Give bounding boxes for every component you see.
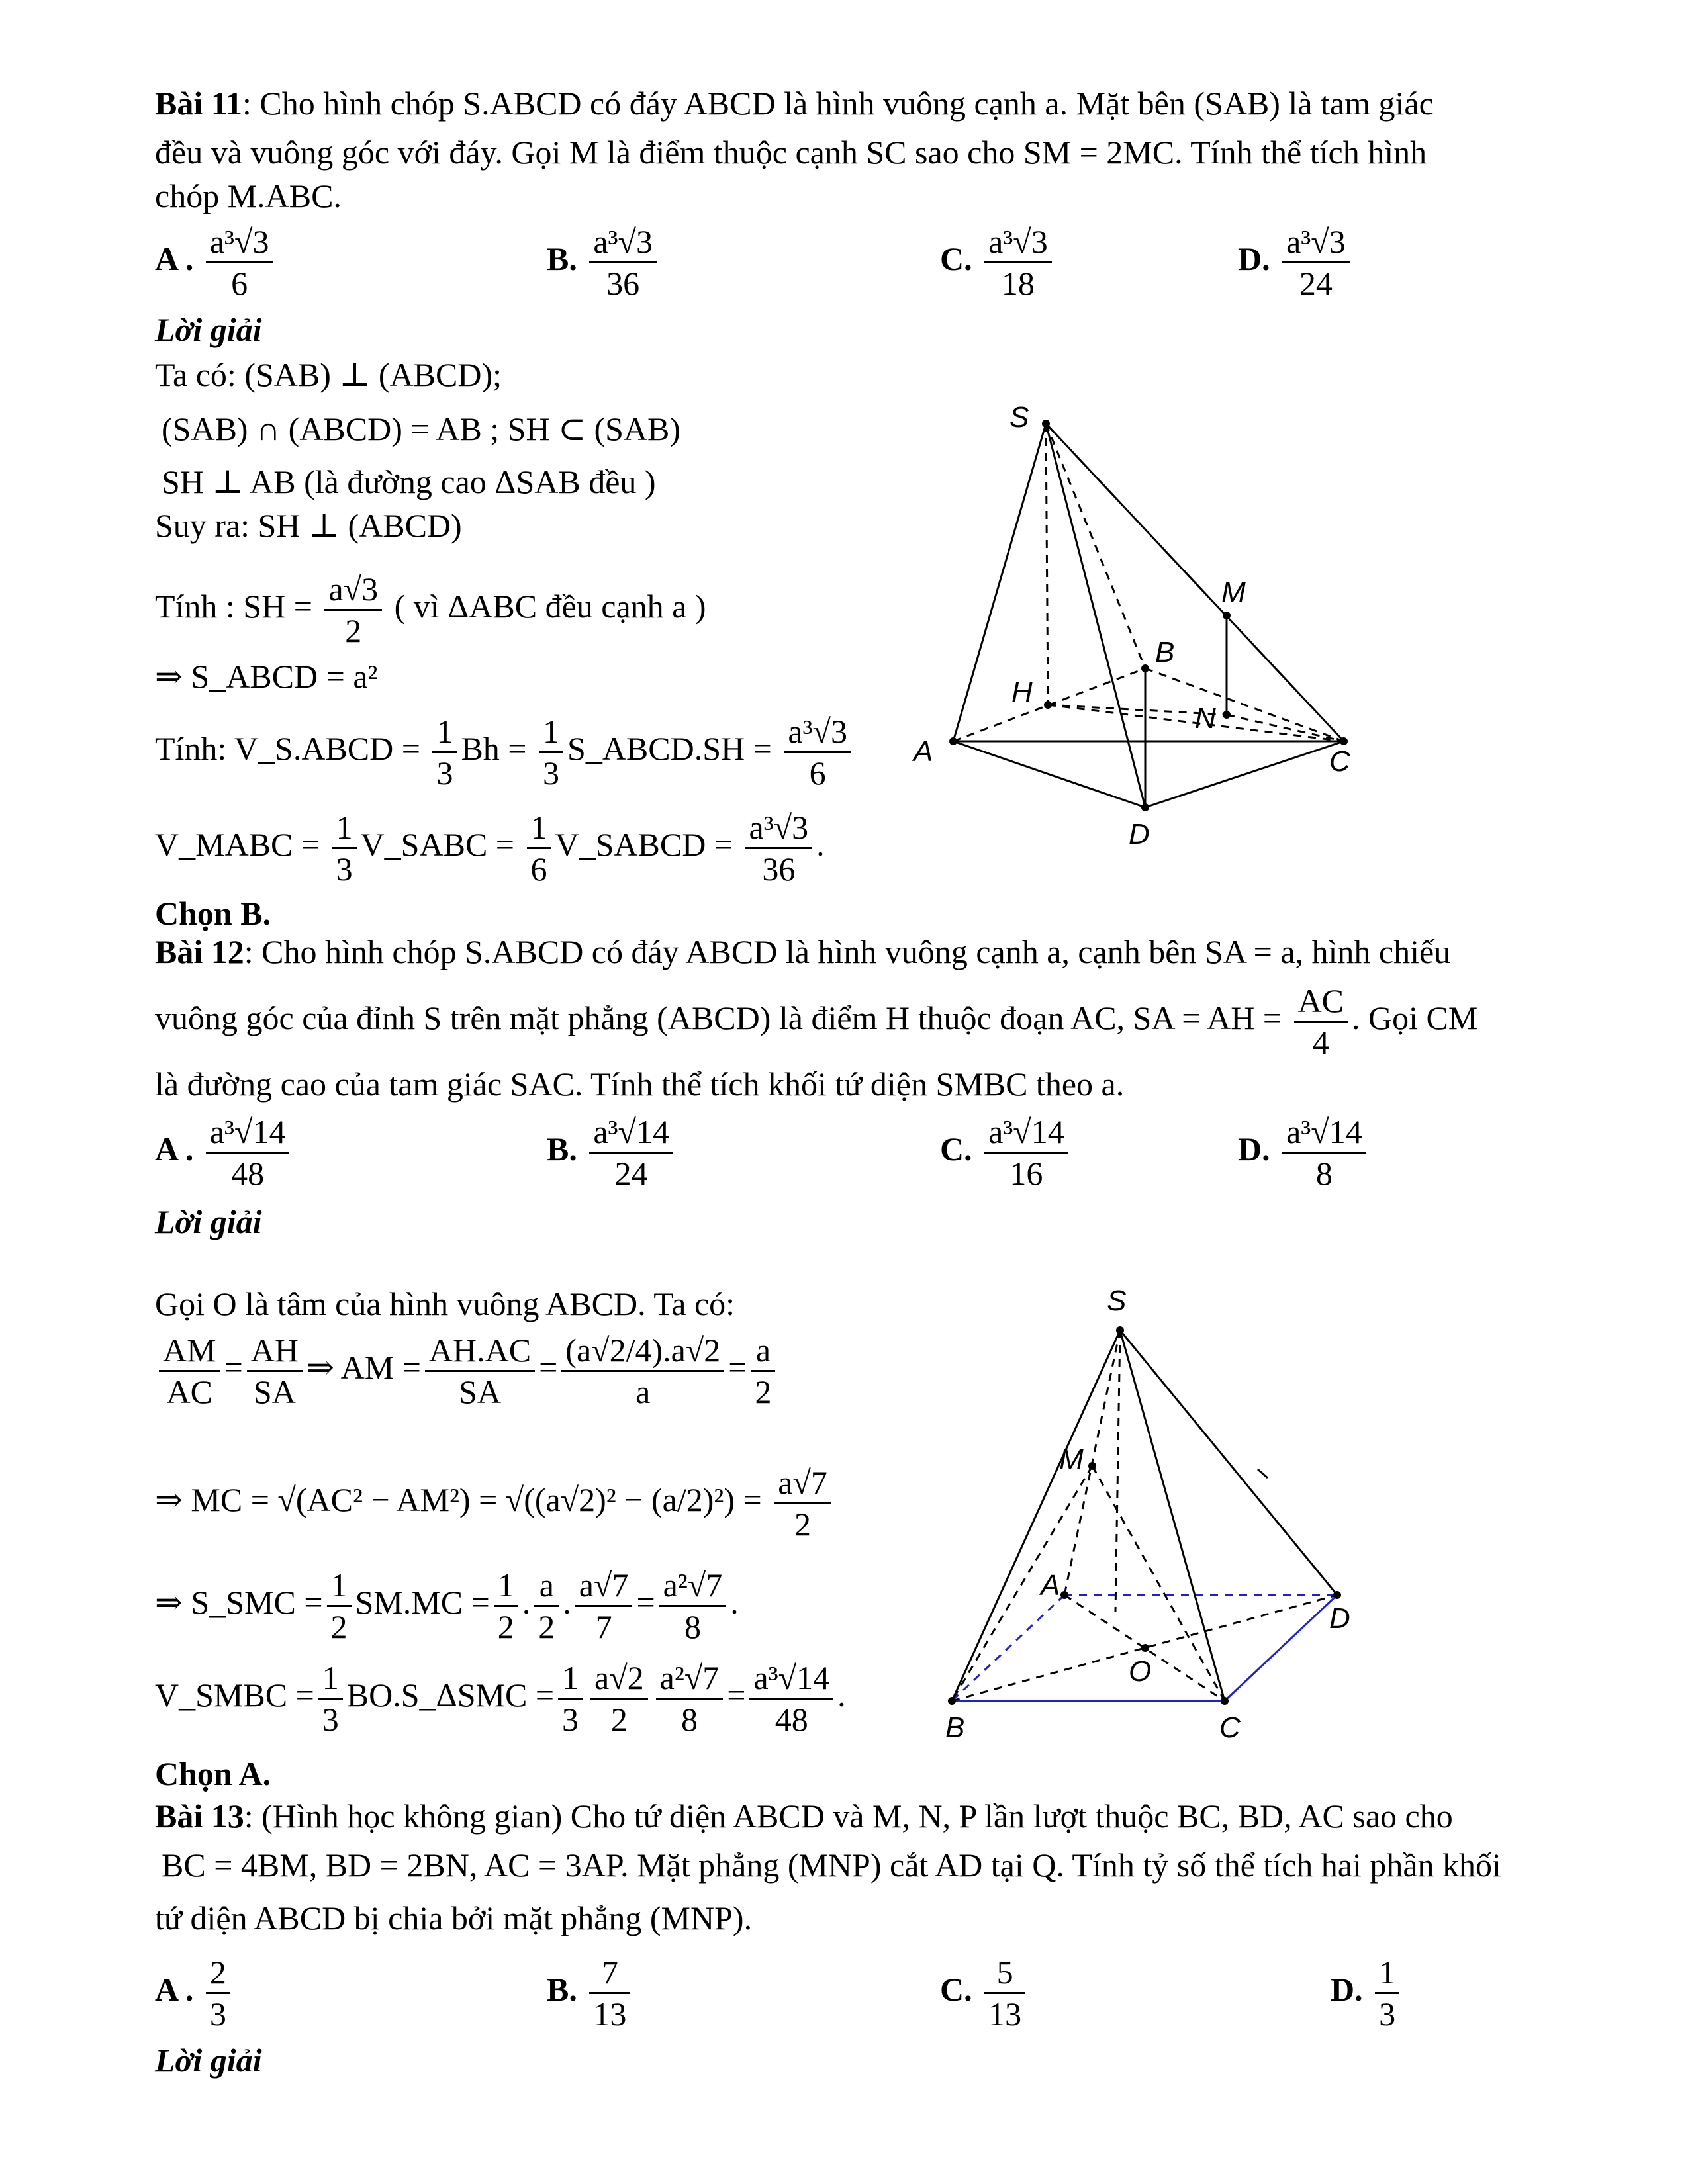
point-N (1223, 711, 1231, 719)
b11-text1: : Cho hình chóp S.ABCD có đáy ABCD là hình vuông cạnh a. Mặt bên (SAB) là tam giác (242, 85, 1434, 122)
choice-letter: C. (940, 1970, 972, 2008)
b11-solution-label: Lời giải (155, 311, 262, 348)
label-S: S (1009, 404, 1029, 433)
fraction-num: 1 (318, 1658, 343, 1700)
text-fragment: . Gọi CM (1352, 999, 1478, 1036)
fraction-den: 24 (614, 1155, 648, 1192)
b12-pyramid-figure (920, 1284, 1383, 1747)
fraction-num: AH (247, 1330, 303, 1372)
fraction-num: a√3 (324, 569, 382, 611)
b12-sol-4 (155, 1565, 739, 1647)
b11-sol-2: (SAB) ∩ (ABCD) = AB ; SH ⊂ (SAB) (162, 410, 681, 447)
fraction (656, 1658, 724, 1739)
label-B: B (1155, 636, 1175, 668)
fraction-den: 2 (538, 1608, 555, 1645)
fraction-den: 3 (562, 1701, 579, 1738)
fraction-num: a³√14 (206, 1112, 290, 1154)
b12-sol-3 (155, 1463, 835, 1544)
b13-heading: Bài 13 (155, 1797, 244, 1835)
fraction (558, 1658, 583, 1739)
fraction-den: 8 (684, 1608, 701, 1645)
fraction (534, 1565, 559, 1647)
edge-DC (1145, 741, 1344, 807)
label-C: C (1329, 745, 1350, 778)
point-O (1141, 1644, 1149, 1652)
fraction-den: 4 (1312, 1024, 1329, 1061)
choice-letter: A . (155, 1970, 194, 2008)
fraction-num: a³√3 (984, 222, 1052, 263)
fraction (432, 711, 457, 793)
fraction-num: 2 (206, 1952, 230, 1994)
point-C (1340, 737, 1348, 745)
fraction (575, 1565, 633, 1647)
b13-choice-b (547, 1952, 634, 2034)
choice-letter: D. (1331, 1970, 1363, 2008)
fraction (324, 569, 382, 651)
edge-AD (953, 741, 1145, 807)
label-D: D (1329, 1602, 1350, 1635)
b12-sol-5 (155, 1658, 846, 1739)
point-M (1223, 612, 1231, 619)
choice-fraction (206, 222, 273, 303)
fraction (751, 1330, 775, 1412)
fraction (561, 1330, 724, 1412)
choice-fraction (589, 1952, 630, 2034)
fraction-num: a³√14 (749, 1658, 833, 1700)
fraction-den: 3 (1379, 1995, 1396, 2032)
fraction-num: (a√2/4).a√2 (561, 1330, 724, 1372)
choice-letter: C. (940, 1130, 972, 1167)
fraction-num: AC (1294, 981, 1348, 1023)
fraction (749, 1658, 833, 1739)
fraction-den: 2 (755, 1373, 772, 1410)
choice-letter: D. (1238, 1130, 1270, 1167)
fraction-den: 16 (1009, 1155, 1043, 1192)
fraction (784, 711, 851, 793)
fraction-den: 6 (530, 850, 547, 887)
fraction-num: a (534, 1565, 559, 1607)
fraction (527, 807, 551, 889)
fraction (327, 1565, 352, 1647)
b12-sol-1: Gọi O là tâm của hình vuông ABCD. Ta có: (155, 1285, 735, 1322)
text-fragment: . (563, 1583, 571, 1621)
fraction-num: a (751, 1330, 775, 1372)
b13-line2: BC = 4BM, BD = 2BN, AC = 3AP. Mặt phẳng (MNP) cắt AD tại Q. Tính tỷ số thể tích hai phần khối (162, 1846, 1501, 1884)
fraction-num: a³√3 (1282, 222, 1350, 263)
fraction-num: a³√3 (589, 222, 657, 263)
b12-line3: là đường cao của tam giác SAC. Tính thể tích khối tứ diện SMBC theo a. (155, 1066, 1125, 1103)
edge-SB (1046, 424, 1145, 668)
fraction-den: 3 (543, 754, 560, 792)
fraction-num: a√2 (590, 1658, 648, 1700)
choice-letter: D. (1238, 240, 1270, 277)
b11-line2: đều và vuông góc với đáy. Gọi M là điểm thuộc cạnh SC sao cho SM = 2MC. Tính thể tích hình (155, 134, 1427, 171)
text-fragment: ( vì ΔABC đều cạnh a ) (394, 587, 706, 625)
fraction-num: a²√7 (656, 1658, 724, 1700)
choice-letter: A . (155, 1130, 194, 1167)
b11-sol-6: ⇒ S_ABCD = a² (155, 658, 378, 695)
b11-sol-8 (155, 807, 825, 889)
text-fragment: ⇒ S_SMC = (155, 1583, 323, 1621)
edge-SH (1046, 424, 1048, 705)
b11-line3: chóp M.ABC. (155, 177, 342, 214)
fraction-den: a (635, 1373, 651, 1410)
text-fragment: . (730, 1583, 739, 1621)
fraction-num: 1 (494, 1565, 518, 1607)
point-M (1088, 1462, 1096, 1470)
label-H: H (1011, 676, 1033, 708)
fraction-num: a³√14 (589, 1112, 673, 1154)
label-A: A (1041, 1569, 1060, 1602)
edge-SH (1115, 1330, 1120, 1612)
fraction (745, 807, 813, 889)
fraction-den: 48 (231, 1155, 265, 1192)
b11-sol-5 (155, 569, 706, 651)
fraction-num: a√7 (774, 1463, 831, 1504)
point-B (1141, 664, 1149, 672)
fraction (539, 711, 563, 793)
label-M: M (1221, 576, 1246, 609)
edge-SD (1046, 424, 1145, 807)
fraction-num: a³√3 (206, 222, 273, 263)
fraction (159, 1330, 220, 1412)
text-fragment: = (224, 1348, 243, 1386)
fraction (318, 1658, 343, 1739)
b11-choice-a (155, 222, 277, 303)
point-S (1042, 420, 1050, 428)
text-fragment: Tính: V_S.ABCD = (155, 729, 420, 767)
b11-choice-c (940, 222, 1056, 303)
text-fragment: V_MABC = (155, 825, 320, 863)
choice-fraction (589, 222, 657, 303)
fraction-den: 7 (595, 1608, 612, 1645)
b12-solution-label: Lời giải (155, 1203, 262, 1240)
text-fragment: V_SMBC = (155, 1676, 314, 1713)
text-fragment: SM.MC = (355, 1583, 490, 1621)
fraction-num: a√7 (575, 1565, 633, 1607)
text-fragment: = (636, 1583, 655, 1621)
b12-choice-a (155, 1112, 293, 1193)
fraction-num: 1 (539, 711, 563, 753)
point-C (1221, 1697, 1229, 1705)
point-D (1141, 803, 1149, 811)
fraction-num: a³√14 (1282, 1112, 1366, 1154)
fraction-num: AM (159, 1330, 220, 1372)
text-fragment: = (539, 1348, 558, 1386)
b12-choice-c (940, 1112, 1072, 1193)
fraction-den: SA (459, 1373, 501, 1410)
fraction-num: 1 (432, 711, 457, 753)
edge-BC (1145, 668, 1344, 741)
fraction-den: 3 (336, 850, 353, 887)
b13-line1 (155, 1797, 1453, 1836)
fraction-num: 7 (589, 1952, 630, 1994)
label-D: D (1129, 818, 1150, 850)
fraction-num: 1 (332, 807, 357, 849)
fraction-num: a³√3 (745, 807, 813, 849)
b12-heading: Bài 12 (155, 933, 244, 970)
fraction-num: a²√7 (659, 1565, 727, 1607)
fraction-den: 24 (1299, 265, 1333, 302)
b12-line2 (155, 981, 1477, 1062)
choice-fraction (206, 1952, 230, 2034)
b11-pyramid-figure (900, 404, 1390, 860)
b11-choice-b (547, 222, 661, 303)
fraction (1294, 981, 1348, 1062)
fraction-den: 13 (988, 1995, 1022, 2032)
edge-MB (952, 1466, 1092, 1701)
fraction-num: a³√14 (984, 1112, 1068, 1154)
b12-choice-b (547, 1112, 677, 1193)
fraction-den: 36 (762, 850, 796, 887)
text-fragment: vuông góc của đỉnh S trên mặt phẳng (ABCD) là điểm H thuộc đoạn AC, SA = AH = (155, 999, 1282, 1036)
b13-choice-d (1331, 1952, 1403, 2034)
edge-MC (1092, 1466, 1225, 1701)
label-S: S (1107, 1285, 1127, 1317)
text-fragment: S_ABCD.SH = (567, 729, 772, 767)
point-B (948, 1697, 956, 1705)
fraction-den: 2 (497, 1608, 514, 1645)
fraction-den: 2 (330, 1608, 348, 1645)
b11-sol-1: Ta có: (SAB) ⊥ (ABCD); (155, 356, 502, 393)
b13-line3: tứ diện ABCD bị chia bởi mặt phẳng (MNP). (155, 1899, 753, 1936)
choice-fraction (984, 1952, 1025, 2034)
label-B: B (945, 1711, 965, 1744)
b12-sol-2 (155, 1330, 779, 1412)
fraction-num: 1 (327, 1565, 352, 1607)
choice-letter: B. (547, 1130, 577, 1167)
label-M: M (1059, 1443, 1084, 1476)
point-A (949, 737, 957, 745)
text-fragment: Bh = (461, 729, 527, 767)
b11-heading: Bài 11 (155, 85, 242, 122)
fraction-den: AC (166, 1373, 213, 1410)
choice-letter: B. (547, 240, 577, 277)
fraction-den: 6 (231, 265, 248, 302)
fraction-den: 2 (345, 612, 362, 649)
fraction (659, 1565, 727, 1647)
text-fragment: ⇒ AM = (306, 1348, 421, 1386)
label-A: A (914, 735, 933, 768)
fraction-den: 3 (322, 1701, 339, 1738)
fraction (774, 1463, 831, 1544)
fraction-den: 8 (680, 1701, 698, 1738)
b12-line1 (155, 933, 1450, 972)
edge-SD (1120, 1330, 1337, 1595)
b11-sol-7 (155, 711, 855, 793)
edge-SB (952, 1330, 1120, 1701)
choice-fraction (1375, 1952, 1399, 2034)
edge-SC (1046, 424, 1344, 741)
fraction-num: AH.AC (425, 1330, 535, 1372)
label-O: O (1129, 1655, 1152, 1688)
point-D (1333, 1591, 1341, 1599)
label-C: C (1219, 1711, 1241, 1744)
b11-choose: Chọn B. (155, 895, 271, 932)
text-fragment: V_SABC = (360, 825, 514, 863)
text-fragment: . (816, 825, 825, 863)
fraction-den: 2 (794, 1506, 812, 1543)
fraction-num: 1 (1375, 1952, 1399, 1994)
fraction (247, 1330, 303, 1412)
b12-text1: : Cho hình chóp S.ABCD có đáy ABCD là hình vuông cạnh a, cạnh bên SA = a, hình chiếu (244, 933, 1451, 970)
b12-choose: Chọn A. (155, 1755, 271, 1792)
fraction-num: 5 (984, 1952, 1025, 1994)
b11-line1 (155, 85, 1434, 123)
fraction-num: 1 (558, 1658, 583, 1700)
label-N: N (1195, 702, 1216, 735)
choice-fraction (1282, 222, 1350, 303)
choice-letter: B. (547, 1970, 577, 2008)
fraction (590, 1658, 648, 1739)
fraction-den: 48 (774, 1701, 808, 1738)
b11-choice-d (1238, 222, 1354, 303)
b13-choice-a (155, 1952, 234, 2034)
choice-letter: C. (940, 240, 972, 277)
fraction (494, 1565, 518, 1647)
fraction-den: 3 (209, 1995, 226, 2032)
text-fragment: . (522, 1583, 531, 1621)
b13-text1: : (Hình học không gian) Cho tứ diện ABCD và M, N, P lần lượt thuộc BC, BD, AC sao cho (244, 1797, 1453, 1835)
choice-fraction (206, 1112, 290, 1193)
choice-letter: A . (155, 240, 194, 277)
fraction-den: 13 (593, 1995, 627, 2032)
fraction-den: 6 (809, 754, 826, 792)
fraction-num: a³√3 (784, 711, 851, 753)
point-H (1044, 701, 1052, 709)
fraction-den: SA (253, 1373, 296, 1410)
choice-fraction (984, 222, 1052, 303)
edge-SC (1120, 1330, 1225, 1701)
b12-choice-d (1238, 1112, 1370, 1193)
tick-mark (1258, 1469, 1268, 1478)
fraction-den: 2 (610, 1701, 628, 1738)
point-A (1060, 1591, 1068, 1599)
fraction-den: 36 (606, 265, 640, 302)
b13-choice-c (940, 1952, 1029, 2034)
choice-fraction (589, 1112, 673, 1193)
b11-sol-3: SH ⊥ AB (là đường cao ΔSAB đều ) (162, 463, 656, 500)
choice-fraction (1282, 1112, 1366, 1193)
fraction (332, 807, 357, 889)
fraction (425, 1330, 535, 1412)
fraction-den: 3 (436, 754, 453, 792)
fraction-num: 1 (527, 807, 551, 849)
text-fragment: V_SABCD = (555, 825, 733, 863)
text-fragment: ⇒ MC = √(AC² − AM²) = √((a√2)² − (a/2)²) = (155, 1480, 762, 1518)
b13-solution-label: Lời giải (155, 2042, 262, 2079)
text-fragment: BO.S_ΔSMC = (346, 1676, 555, 1713)
b11-sol-4: Suy ra: SH ⊥ (ABCD) (155, 507, 462, 544)
fraction-den: 18 (1001, 265, 1035, 302)
text-fragment: Tính : SH = (155, 587, 312, 625)
point-S (1116, 1326, 1124, 1334)
text-fragment: = (728, 1348, 747, 1386)
fraction-den: 8 (1315, 1155, 1333, 1192)
text-fragment: . (837, 1676, 846, 1713)
choice-fraction (984, 1112, 1068, 1193)
text-fragment: = (727, 1676, 746, 1713)
